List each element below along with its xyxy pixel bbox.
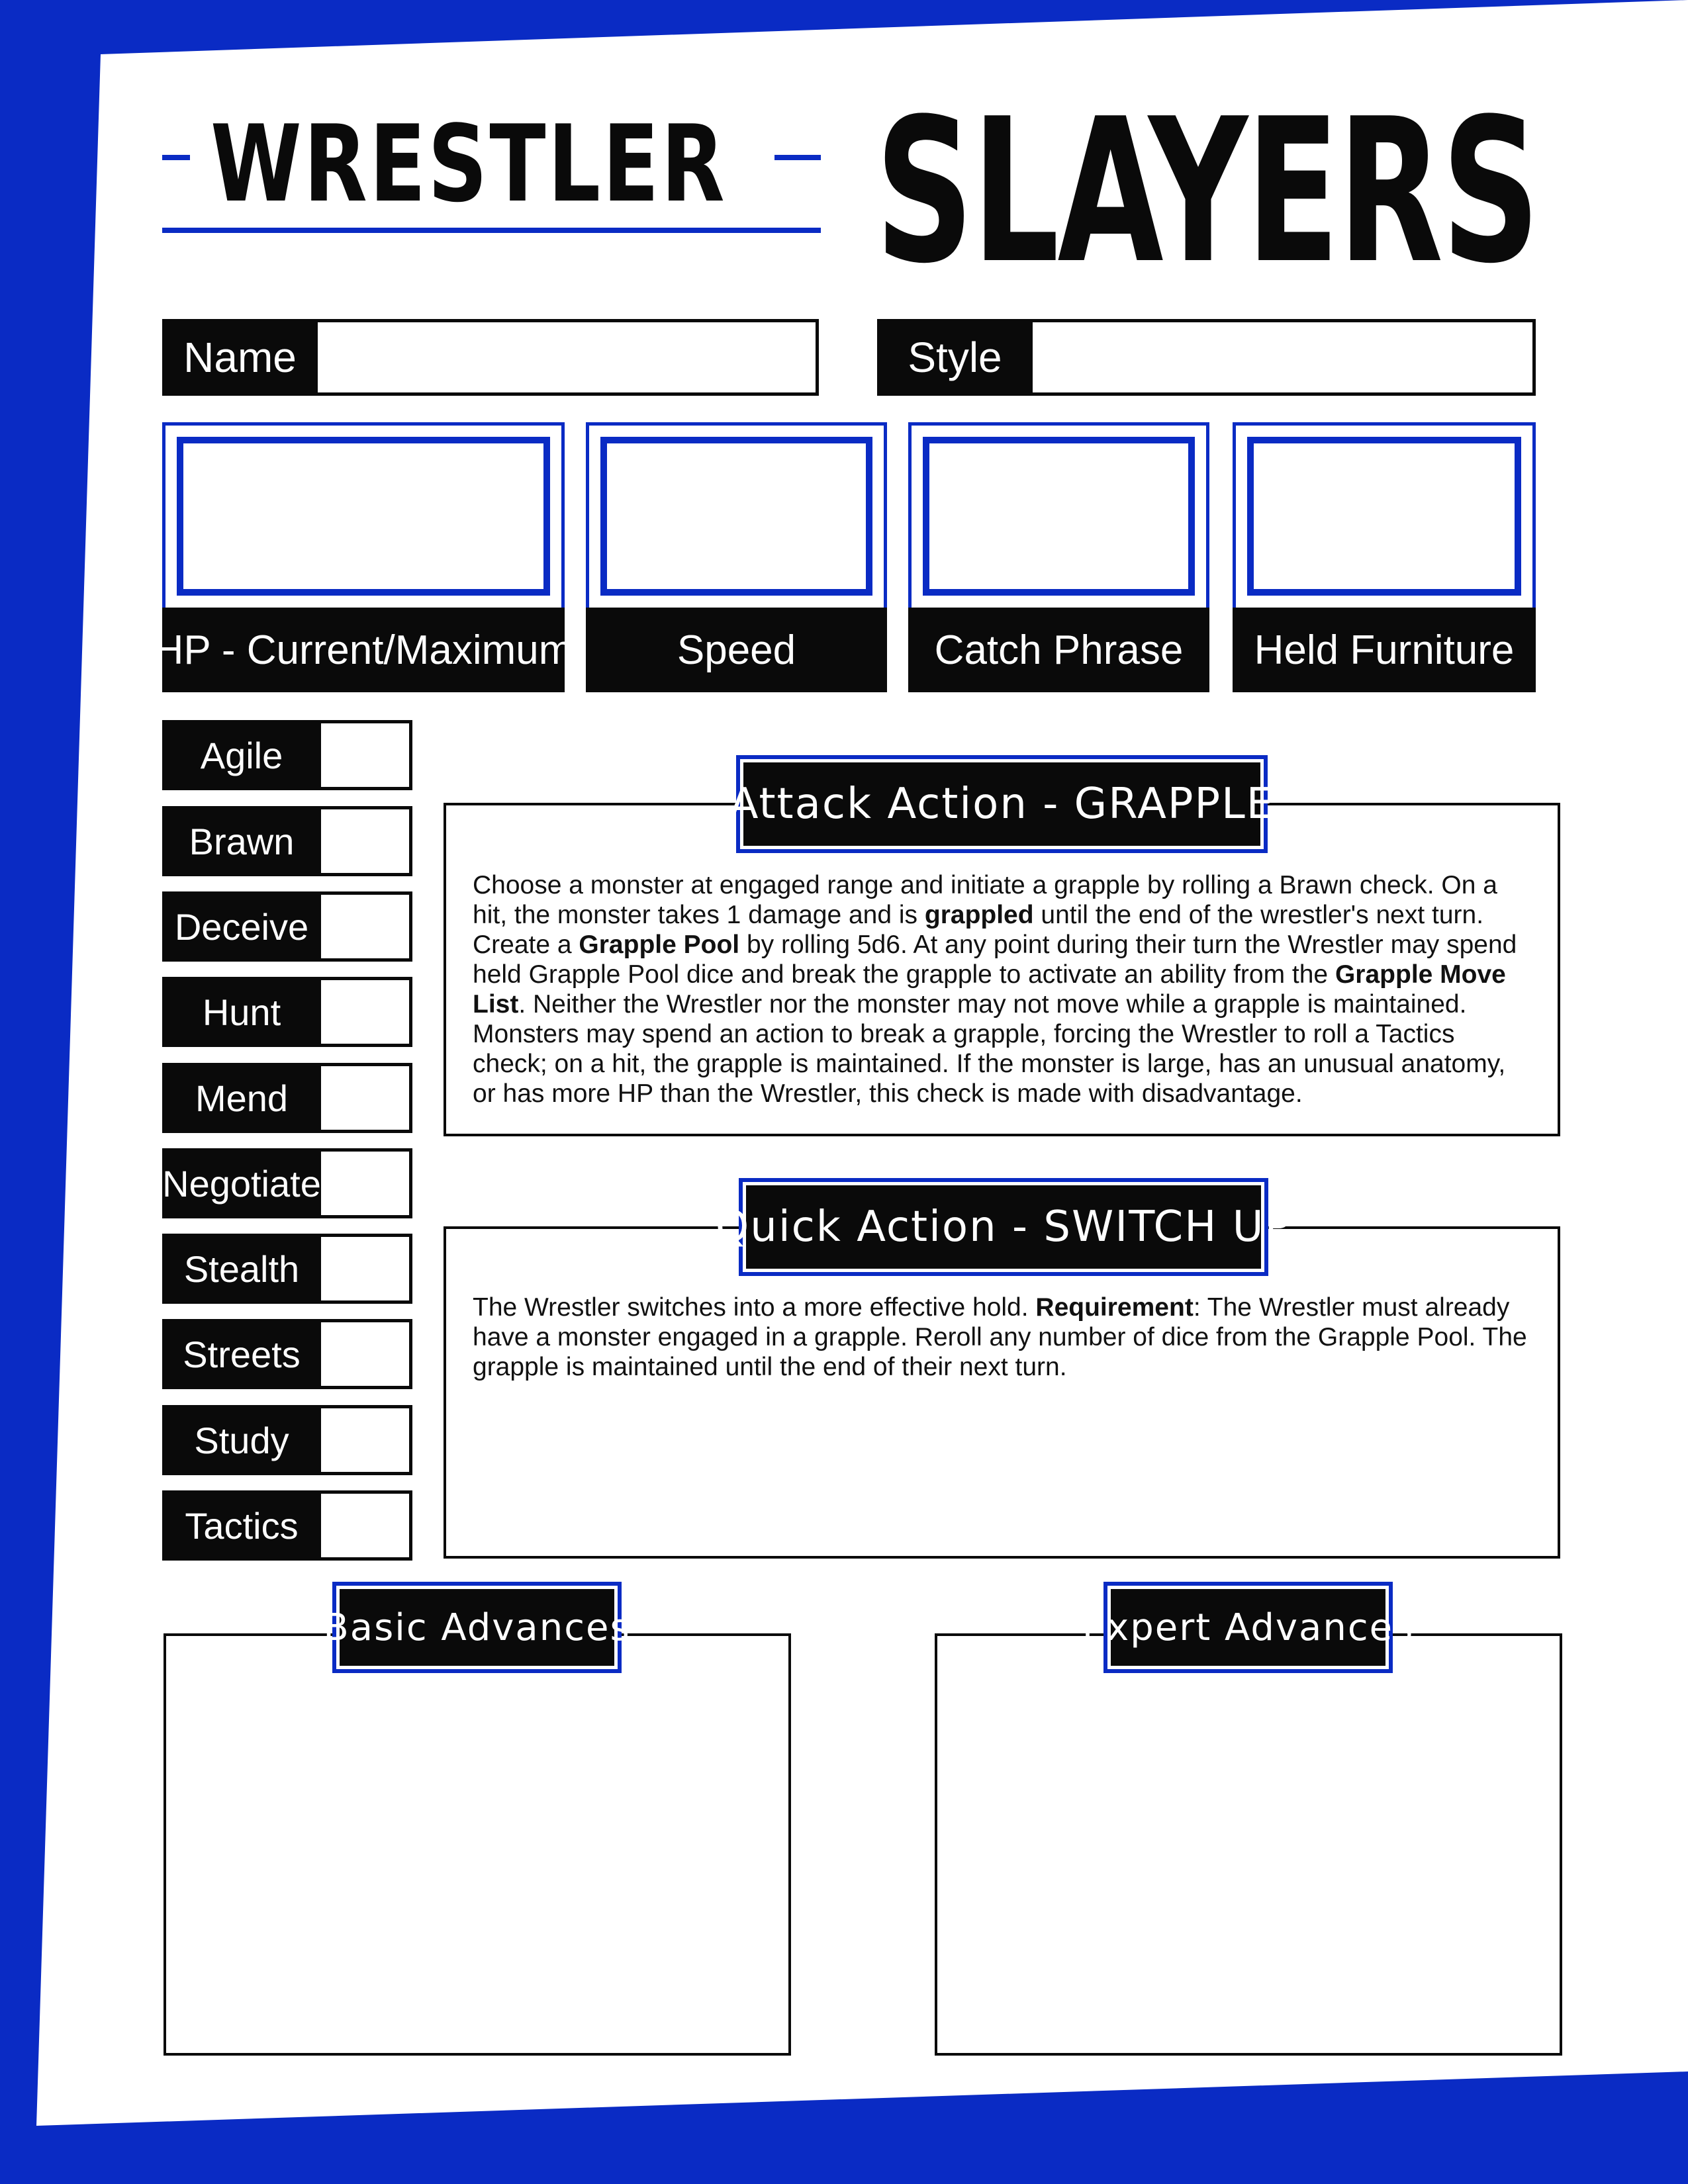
text-run: Choose a monster at engaged range and initiate a grapple by rolling a Brawn check. On a hit, the monster takes 1 damage and is bbox=[473, 871, 1497, 929]
speed-field[interactable] bbox=[600, 437, 872, 596]
bold-term: grappled bbox=[924, 901, 1034, 929]
bold-term: Grapple Pool bbox=[579, 931, 740, 959]
expert-advances-tab bbox=[1082, 1582, 1415, 1673]
skill-label: Deceive bbox=[162, 891, 321, 962]
text-run: The Wrestler switches into a more effective hold. bbox=[473, 1293, 1036, 1322]
held-furniture-box bbox=[1233, 422, 1536, 689]
class-title: WRESTLER bbox=[211, 102, 727, 226]
skill-label: Hunt bbox=[162, 977, 321, 1047]
skills-list bbox=[162, 720, 412, 1565]
quick-action-panel bbox=[444, 1226, 1560, 1559]
attack-action-tab bbox=[729, 755, 1275, 853]
basic-advances-tab bbox=[323, 1582, 631, 1673]
skill-deceive[interactable] bbox=[162, 891, 412, 962]
catch-phrase-label: Catch Phrase bbox=[908, 608, 1209, 692]
speed-label: Speed bbox=[586, 608, 887, 692]
expert-advances-title: Expert Advances bbox=[1111, 1589, 1385, 1666]
catch-phrase-box bbox=[908, 422, 1209, 689]
skill-label: Study bbox=[162, 1405, 321, 1475]
quick-action-text bbox=[473, 1293, 1532, 1382]
skill-negotiate[interactable] bbox=[162, 1148, 412, 1218]
name-field[interactable] bbox=[314, 319, 819, 396]
skill-tactics[interactable] bbox=[162, 1490, 412, 1561]
text-run: : The Wrestler must already have a monster engaged in a grapple. Reroll any number of dice from the Grapple Pool. The grapple is maintained until the end of their next turn. bbox=[473, 1293, 1527, 1381]
hp-label: HP - Current/Maximum bbox=[162, 608, 565, 692]
skill-study[interactable] bbox=[162, 1405, 412, 1475]
style-field[interactable] bbox=[1029, 319, 1536, 396]
skill-label: Tactics bbox=[162, 1490, 321, 1561]
slayers-logo: SLAYERS bbox=[875, 76, 1538, 307]
speed-box bbox=[586, 422, 887, 689]
skill-mend[interactable] bbox=[162, 1063, 412, 1133]
text-run: until the end of the wrestler's next turn. Create a bbox=[473, 901, 1484, 959]
attack-action-text bbox=[473, 870, 1532, 1109]
skill-brawn[interactable] bbox=[162, 806, 412, 876]
skill-hunt[interactable] bbox=[162, 977, 412, 1047]
skill-label: Stealth bbox=[162, 1234, 321, 1304]
text-run: . Neither the Wrestler nor the monster may not move while a grapple is maintained. Monsters may spend an action to break a grapple, forcing the Wrestler to roll a Tactics check; on a hit, the grapple is maintained. If the monster is large, has an unusual anatomy, or has more HP than the Wrestler, this check is made with disadvantage. bbox=[473, 990, 1506, 1108]
hp-field[interactable] bbox=[177, 437, 550, 596]
basic-advances-field[interactable] bbox=[164, 1633, 791, 2056]
skill-label: Agile bbox=[162, 720, 321, 790]
attack-action-title: Attack Action - GRAPPLE bbox=[743, 762, 1260, 846]
title-dash-left bbox=[162, 155, 190, 160]
skill-label: Streets bbox=[162, 1319, 321, 1389]
name-label: Name bbox=[162, 319, 318, 396]
style-label: Style bbox=[877, 319, 1033, 396]
bold-term: Requirement bbox=[1035, 1293, 1194, 1322]
skill-label: Brawn bbox=[162, 806, 321, 876]
bold-term: Grapple Move List bbox=[473, 960, 1506, 1019]
expert-advances-field[interactable] bbox=[935, 1633, 1562, 2056]
skill-label: Negotiate bbox=[162, 1148, 321, 1218]
skill-label: Mend bbox=[162, 1063, 321, 1133]
text-run: by rolling 5d6. At any point during their turn the Wrestler may spend held Grapple Pool dice and break the grapple to activate an ability from the bbox=[473, 931, 1517, 989]
hp-box bbox=[154, 422, 573, 689]
skill-stealth[interactable] bbox=[162, 1234, 412, 1304]
held-furniture-label: Held Furniture bbox=[1233, 608, 1536, 692]
held-furniture-field[interactable] bbox=[1247, 437, 1521, 596]
quick-action-title: Quick Action - SWITCH UP bbox=[746, 1185, 1261, 1269]
skill-streets[interactable] bbox=[162, 1319, 412, 1389]
title-dash-right bbox=[774, 155, 821, 160]
catch-phrase-field[interactable] bbox=[923, 437, 1195, 596]
skill-agile[interactable] bbox=[162, 720, 412, 790]
basic-advances-title: Basic Advances bbox=[340, 1589, 614, 1666]
title-underline bbox=[162, 228, 821, 233]
quick-action-tab bbox=[715, 1178, 1292, 1276]
